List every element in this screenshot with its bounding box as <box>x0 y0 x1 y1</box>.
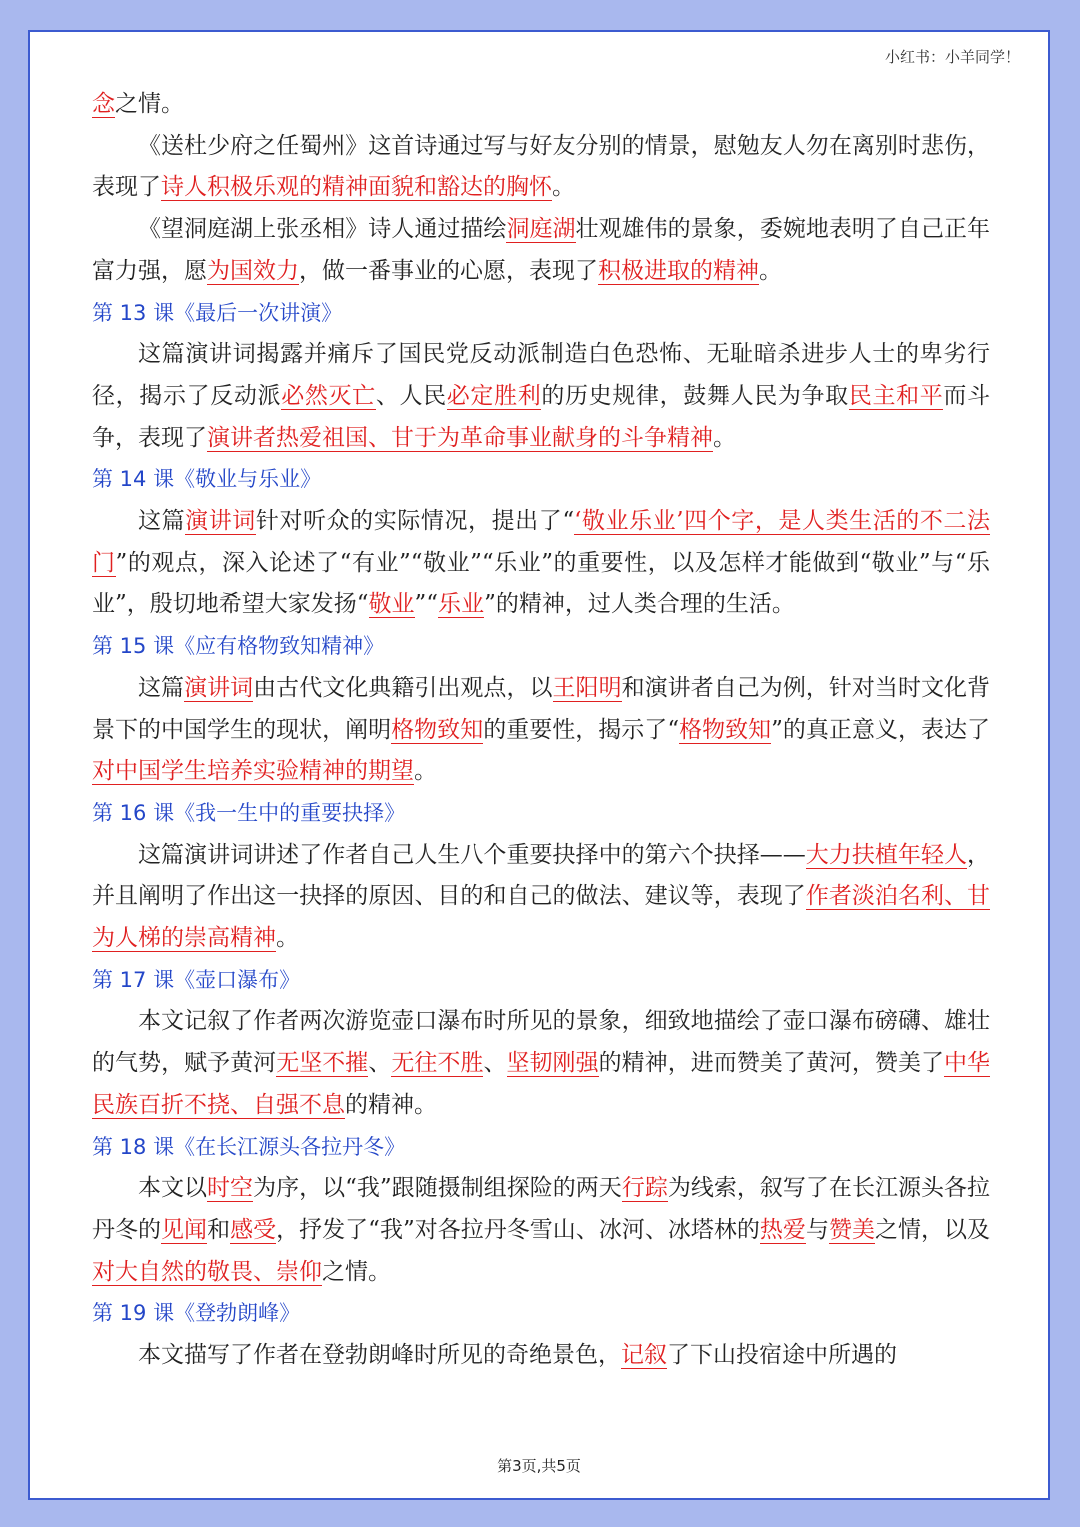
text-segment: 、人民 <box>375 382 447 409</box>
key-phrase: 格物致知 <box>391 716 484 743</box>
text-segment: 的精神。 <box>345 1091 437 1118</box>
summary-paragraph <box>92 501 990 626</box>
text-segment: 由古代文化典籍引出观点，以 <box>253 674 553 701</box>
key-phrase: 见闻 <box>161 1216 208 1243</box>
text-segment: 和 <box>207 1216 231 1243</box>
summary-paragraph <box>92 84 990 126</box>
lesson-heading: 第 19 课《登勃朗峰》 <box>92 1301 301 1326</box>
lesson-heading: 第 13 课《最后一次讲演》 <box>92 300 343 325</box>
summary-paragraph <box>92 835 990 960</box>
text-segment: 。 <box>759 257 782 284</box>
text-segment: 之情，以及 <box>874 1216 991 1243</box>
text-segment: 之情。 <box>115 91 184 117</box>
key-phrase: 感受 <box>230 1216 277 1243</box>
text-segment: 。 <box>713 424 736 451</box>
text-segment: 本文记叙了作者两次游览壶口瀑布时所见的景象，细致地描绘了壶口瀑布磅礴、雄壮的气势，赋予黄河 <box>92 1008 990 1077</box>
text-segment: 和演讲者自己为例，针对当时文化背景下的中国学生的现状，阐明 <box>92 674 991 743</box>
text-segment: 。 <box>276 925 299 952</box>
key-phrase: 坚韧刚强 <box>506 1050 599 1077</box>
summary-paragraph <box>92 668 990 793</box>
text-segment: 壮观雄伟的景象，委婉地表明了自己正年富力强，愿 <box>92 216 991 284</box>
key-phrase: 王阳明 <box>552 674 622 701</box>
text-segment: 这篇演讲词揭露并痛斥了国民党反动派制造白色恐怖、无耻暗杀进步人士的卑劣行径，揭示了反动派 <box>92 341 990 409</box>
text-segment: ”的真正意义，表达了 <box>771 716 991 743</box>
text-segment: ，做一番事业的心愿，表现了 <box>299 257 598 284</box>
key-phrase: ‘敬业乐业’四个字，是人类生活的不二法门 <box>92 508 991 576</box>
text-segment: ，抒发了“我”对各拉丹冬雪山、冰河、冰塔林的 <box>276 1216 760 1243</box>
text-segment: 而斗争，表现了 <box>92 382 991 451</box>
key-phrase: 对大自然的敬畏、崇仰 <box>92 1258 322 1285</box>
text-segment: 、 <box>368 1050 392 1077</box>
key-phrase: 必然灭亡 <box>281 382 376 409</box>
lesson-heading: 第 14 课《敬业与乐业》 <box>92 467 322 492</box>
key-phrase: 格物致知 <box>679 716 772 743</box>
page-number: 第3页,共5页 <box>497 1457 581 1475</box>
summary-paragraph <box>92 1335 990 1377</box>
document-body <box>92 84 990 1377</box>
key-phrase: 作者淡泊名利、甘为人梯的崇高精神 <box>92 883 991 952</box>
text-segment: ”“ <box>414 591 439 618</box>
key-phrase: 时空 <box>207 1175 254 1202</box>
key-phrase: 记叙 <box>621 1342 667 1369</box>
text-segment: 的精神，进而赞美了黄河，赞美了 <box>598 1050 945 1077</box>
text-segment: 针对听众的实际情况，提出了“ <box>255 508 575 535</box>
text-segment: ”的精神，过人类合理的生活。 <box>484 591 795 618</box>
key-phrase: 积极进取的精神 <box>598 257 759 284</box>
key-phrase: 念 <box>92 91 115 117</box>
lesson-heading: 第 15 课《应有格物致知精神》 <box>92 634 385 659</box>
text-segment: ，并且阐明了作出这一抉择的原因、目的和自己的做法、建议等，表现了 <box>92 841 991 910</box>
key-phrase: 乐业 <box>438 591 485 618</box>
key-phrase: 民主和平 <box>848 382 944 409</box>
text-segment: 与 <box>805 1216 829 1243</box>
key-phrase: 无坚不摧 <box>276 1050 369 1077</box>
text-segment: ”的观点，深入论述了“有业”“敬业”“乐业”的重要性，以及怎样才能做到“敬业”与“乐业”，殷切地希望大家发扬“ <box>92 549 991 618</box>
text-segment: 这篇 <box>138 508 186 535</box>
text-segment: 《望洞庭湖上张丞相》诗人通过描绘 <box>138 216 507 243</box>
text-segment: 《送杜少府之任蜀州》这首诗通过写与好友分别的情景，慰勉友人勿在离别时悲伤，表现了 <box>92 132 990 201</box>
key-phrase: 敬业 <box>368 591 415 618</box>
lesson-heading: 第 16 课《我一生中的重要抉择》 <box>92 800 406 825</box>
key-phrase: 对中国学生培养实验精神的期望 <box>92 758 414 785</box>
text-segment: 本文描写了作者在登勃朗峰时所见的奇绝景色， <box>138 1342 621 1369</box>
text-segment: 这篇演讲词讲述了作者自己人生八个重要抉择中的第六个抉择—— <box>138 841 806 868</box>
text-segment: 之情。 <box>322 1258 391 1285</box>
key-phrase: 演讲者热爱祖国、甘于为革命事业献身的斗争精神 <box>207 424 713 451</box>
text-segment: 。 <box>414 758 437 785</box>
text-segment: 的历史规律，鼓舞人民为争取 <box>541 382 849 409</box>
lesson-heading: 第 18 课《在长江源头各拉丹冬》 <box>92 1134 406 1159</box>
text-segment: 这篇 <box>138 674 185 701</box>
key-phrase: 演讲词 <box>184 674 254 701</box>
text-segment: 为序，以“我”跟随摄制组探险的两天 <box>253 1175 622 1202</box>
key-phrase: 无往不胜 <box>391 1050 484 1077</box>
text-segment: 、 <box>483 1050 507 1077</box>
key-phrase: 诗人积极乐观的精神面貌和豁达的胸怀 <box>161 174 552 201</box>
summary-paragraph <box>92 334 990 459</box>
key-phrase: 洞庭湖 <box>506 216 576 243</box>
key-phrase: 演讲词 <box>185 508 256 535</box>
lesson-heading: 第 17 课《壶口瀑布》 <box>92 967 301 992</box>
key-phrase: 为国效力 <box>207 257 299 284</box>
text-segment: 的重要性，揭示了“ <box>483 716 680 743</box>
watermark: 小红书：小羊同学！ <box>884 48 1020 66</box>
text-segment: 了下山投宿途中所遇的 <box>667 1342 897 1369</box>
summary-paragraph <box>92 1168 990 1293</box>
text-segment: 为线索，叙写了在长江源头各拉丹冬的 <box>92 1175 991 1243</box>
text-segment: 。 <box>552 174 575 201</box>
key-phrase: 大力扶植年轻人 <box>805 841 968 868</box>
key-phrase: 行踪 <box>621 1175 668 1202</box>
key-phrase: 赞美 <box>828 1216 875 1243</box>
summary-paragraph <box>92 126 990 209</box>
text-segment: 本文以 <box>138 1175 208 1202</box>
document-page <box>28 30 1050 1500</box>
summary-paragraph <box>92 1001 990 1126</box>
summary-paragraph <box>92 209 990 292</box>
key-phrase: 中华民族百折不挠、自强不息 <box>92 1050 991 1118</box>
key-phrase: 热爱 <box>759 1216 806 1243</box>
key-phrase: 必定胜利 <box>446 382 542 409</box>
